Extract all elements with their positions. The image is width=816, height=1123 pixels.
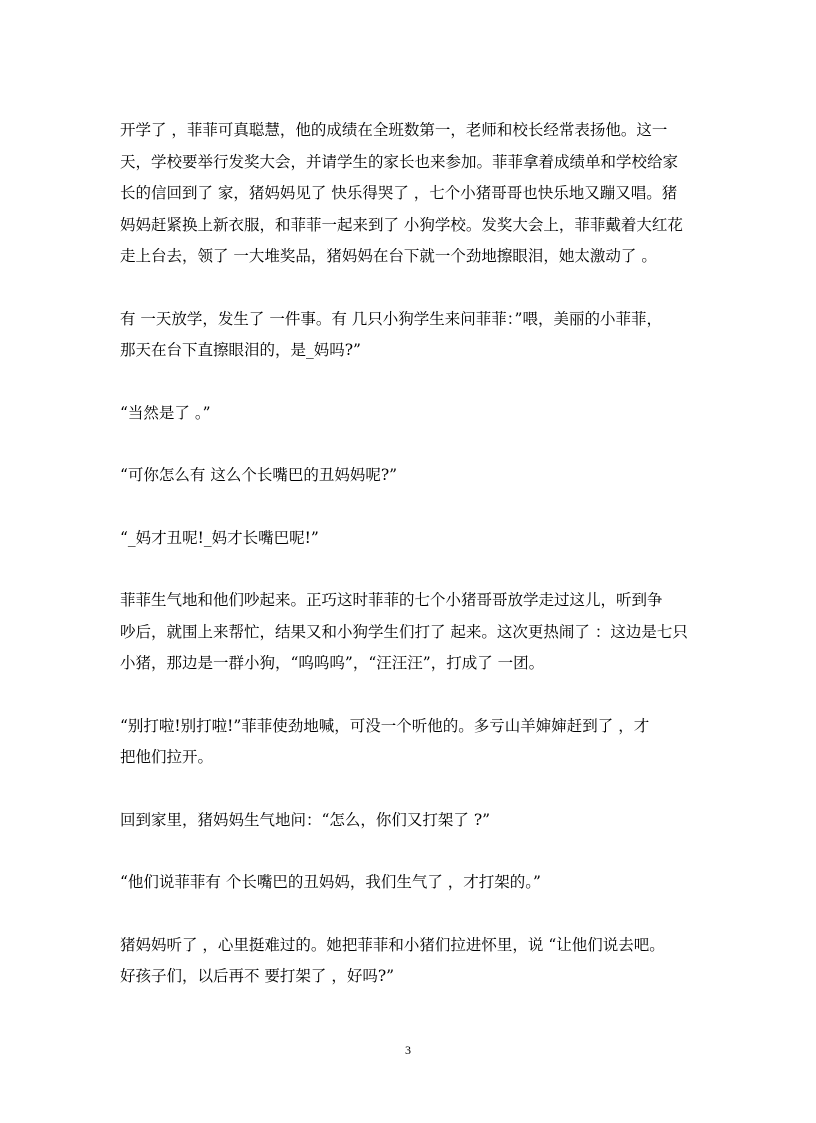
paragraph-1 [118, 115, 708, 273]
paragraph-line: 长的信回到了 家，猪妈妈见了 快乐得哭了 ，七个小猪哥哥也快乐地又蹦又唱。猪 [120, 184, 678, 202]
paragraph-line: “可你怎么有 这么个长嘴巴的丑妈妈呢?” [120, 466, 398, 484]
paragraph-line: 吵后，就围上来帮忙，结果又和小狗学生们打了 起来。这次更热闹了 ：这边是七只 [120, 622, 688, 641]
paragraph-8 [118, 805, 708, 837]
paragraph-line: “_妈才丑呢!_妈才长嘴巴呢!” [120, 528, 319, 547]
paragraph-line: 开学了 ，菲菲可真聪慧，他的成绩在全班数第一，老师和校长经常表扬他。这一 [120, 121, 668, 139]
paragraph-line: 有 一天放学，发生了 一件事。有 几只小狗学生来问菲菲：”喂，美丽的小菲菲， [120, 309, 662, 328]
paragraph-5 [118, 523, 708, 555]
paragraph-line: “别打啦!别打啦!”菲菲使劲地喊，可没一个听他的。多亏山羊婶婶赶到了 ，才 [120, 716, 650, 735]
paragraph-6 [118, 585, 708, 680]
paragraph-line: 回到家里，猪妈妈生气地问：“怎么，你们又打架了 ?” [120, 810, 491, 829]
paragraph-line: 走上台去，领了 一大堆奖品，猪妈妈在台下就一个劲地擦眼泪，她太激动了 。 [120, 247, 657, 265]
paragraph-line: 把他们拉开。 [120, 748, 214, 766]
paragraph-3 [118, 398, 708, 430]
paragraph-10 [118, 930, 708, 993]
paragraph-line: 猪妈妈听了 ，心里挺难过的。她把菲菲和小猪们拉进怀里，说 “让他们说去吧。 [120, 935, 665, 954]
paragraph-line: 那天在台下直擦眼泪的，是_妈吗?” [120, 341, 361, 359]
paragraph-2 [118, 304, 708, 367]
paragraph-line: 小猪，那边是一群小狗，“呜呜呜”，“汪汪汪”，打成了 一团。 [120, 654, 545, 672]
paragraph-line: “当然是了 。” [120, 403, 211, 422]
paragraph-line: 天，学校要举行发奖大会，并请学生的家长也来参加。菲菲拿着成绩单和学校给家 [120, 152, 679, 171]
paragraph-line: 菲菲生气地和他们吵起来。正巧这时菲菲的七个小猪哥哥放学走过这儿，听到争 [120, 591, 663, 609]
paragraph-line: 妈妈赶紧换上新衣服，和菲菲一起来到了 小狗学校。发奖大会上，菲菲戴着大红花 [120, 215, 683, 234]
paragraph-4 [118, 460, 708, 492]
page-number: 3 [405, 1043, 411, 1057]
paragraph-7 [118, 711, 708, 774]
paragraph-9 [118, 867, 708, 899]
paragraph-line: “他们说菲菲有 个长嘴巴的丑妈妈，我们生气了 ，才打架的。” [120, 873, 541, 891]
document-body [118, 115, 708, 1024]
paragraph-line: 好孩子们，以后再不 要打架了 ，好吗?” [120, 967, 395, 985]
